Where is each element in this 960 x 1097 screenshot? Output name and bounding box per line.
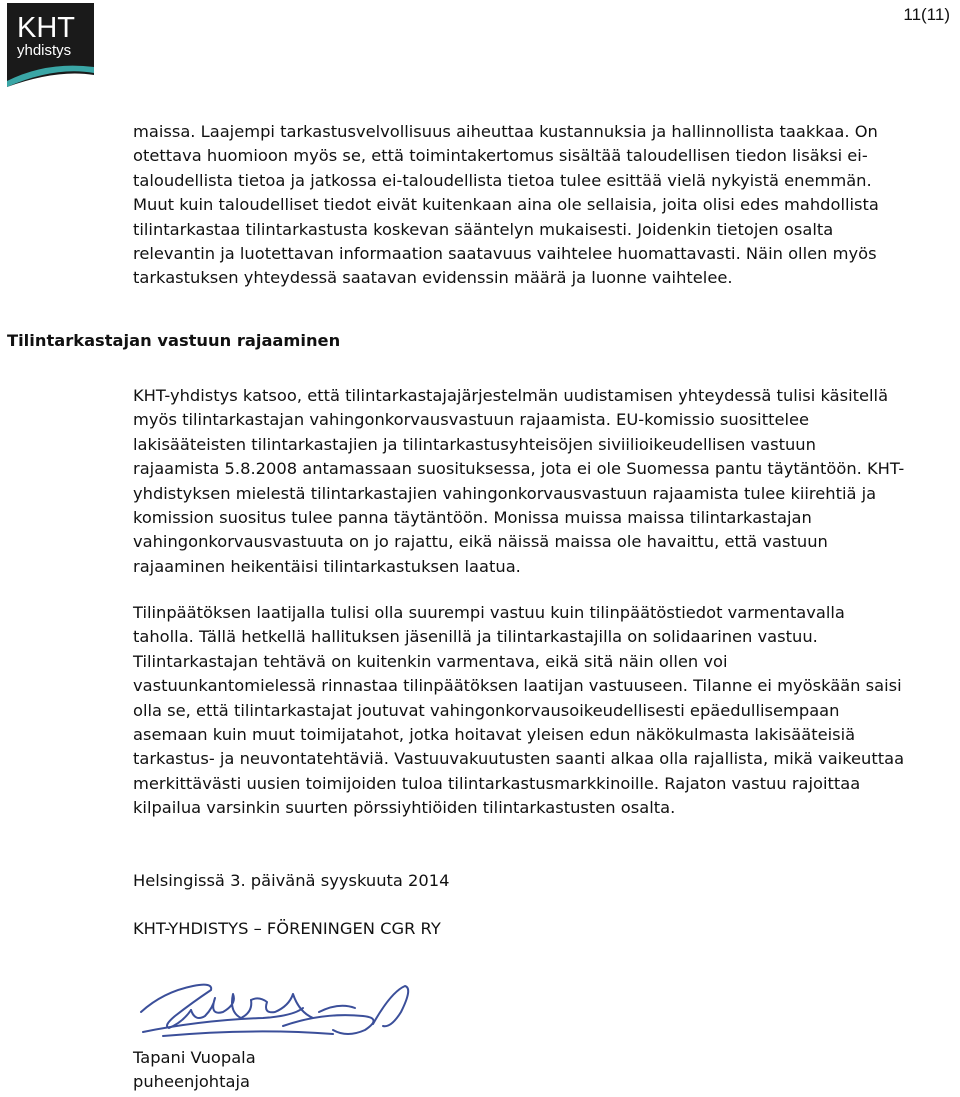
paragraph-line: merkittävästi uusien toimijoiden tuloa tilintarkastusmarkkinoille. Rajaton vastuu rajoittaa [133, 773, 861, 793]
paragraph-line: vahingonkorvausvastuuta on jo rajattu, eikä näissä maissa ole havaittu, että vastuun [133, 532, 828, 552]
intro-paragraph [133, 120, 958, 291]
paragraph-line: rajaaminen heikentäisi tilintarkastuksen laatua. [133, 556, 521, 576]
kht-logo [7, 3, 94, 87]
signer-name: Tapani Vuopala [133, 1048, 256, 1067]
paragraph-line: taholla. Tällä hetkellä hallituksen jäsenillä ja tilintarkastajilla on solidaarinen vastuu. [133, 627, 818, 647]
paragraph-line: tarkastuksen yhteydessä saatavan evidenssin määrä ja luonne vaihtelee. [133, 268, 733, 288]
paragraph-line: tilintarkastaa tilintarkastusta koskevan sääntelyn mukaisesti. Joidenkin tietojen osalta [133, 219, 834, 239]
paragraph-liability [133, 384, 958, 579]
kht-logo-graphic [7, 3, 94, 87]
paragraph-line: lakisääteisten tilintarkastajien ja tilintarkastusyhteisöjen siviilioikeudellisen vastuun [133, 434, 816, 454]
paragraph-line: maissa. Laajempi tarkastusvelvollisuus aiheuttaa kustannuksia ja hallinnollista taakkaa. On [133, 122, 878, 141]
paragraph-line: Muut kuin taloudelliset tiedot eivät kuitenkaan aina ole sellaisia, joita olisi edes mahdollista [133, 195, 879, 215]
logo-text-yhdistys: yhdistys [17, 42, 72, 59]
page-number: 11(11) [903, 5, 950, 24]
paragraph-responsibility [133, 601, 958, 821]
section-heading: Tilintarkastajan vastuun rajaaminen [7, 331, 341, 350]
signature [133, 972, 423, 1044]
place-date: Helsingissä 3. päivänä syyskuuta 2014 [133, 871, 450, 890]
paragraph-line: yhdistyksen mielestä tilintarkastajien vahingonkorvausvastuun rajaamista tulee kiirehtiä ja [133, 483, 877, 503]
paragraph-line: olla se, että tilintarkastajat joutuvat vahingonkorvausoikeudellisesti epäedullisempaan [133, 700, 840, 720]
paragraph-line: komission suositus tulee panna täytäntöön. Monissa muissa maissa tilintarkastajan [133, 508, 812, 528]
logo-text-kht: KHT [17, 12, 75, 44]
paragraph-line: relevantin ja luotettavan informaation saatavuus vaihtelee huomattavasti. Näin ollen myös [133, 244, 877, 264]
paragraph-line: otettava huomioon myös se, että toimintakertomus sisältää taloudellisen tiedon lisäksi ei- [133, 146, 868, 166]
organization-name: KHT-YHDISTYS – FÖRENINGEN CGR RY [133, 919, 441, 938]
paragraph-line: myös tilintarkastajan vahingonkorvausvastuun rajaamista. EU-komissio suosittelee [133, 410, 810, 430]
signer-title: puheenjohtaja [133, 1072, 250, 1091]
paragraph-line: Tilinpäätöksen laatijalla tulisi olla suurempi vastuu kuin tilinpäätöstiedot varmentavalla [133, 603, 845, 622]
signature-scribble [133, 972, 423, 1044]
paragraph-line: rajaamista 5.8.2008 antamassaan suosituksessa, jota ei ole Suomessa pantu täytäntöön. KHT- [133, 459, 905, 479]
paragraph-line: vastuunkantomielessä rinnastaa tilinpäätöksen laatijan vastuuseen. Tilanne ei myöskään saisi [133, 676, 902, 696]
paragraph-line: tarkastus- ja neuvontatehtäviä. Vastuuvakuutusten saanti alkaa olla rajallista, mikä vaikeuttaa [133, 749, 905, 769]
paragraph-line: kilpailua varsinkin suurten pörssiyhtiöiden tilintarkastusten osalta. [133, 798, 676, 818]
paragraph-line: taloudellista tietoa ja jatkossa ei-taloudellista tietoa tulee esittää vielä nykyistä enemmän. [133, 170, 872, 190]
paragraph-line: KHT-yhdistys katsoo, että tilintarkastajajärjestelmän uudistamisen yhteydessä tulisi käsitellä [133, 386, 889, 405]
paragraph-line: Tilintarkastajan tehtävä on kuitenkin varmentava, eikä sitä näin ollen voi [133, 651, 728, 671]
paragraph-line: asemaan kuin muut toimijatahot, jotka hoitavat yleisen edun näkökulmasta lakisääteisiä [133, 725, 856, 745]
